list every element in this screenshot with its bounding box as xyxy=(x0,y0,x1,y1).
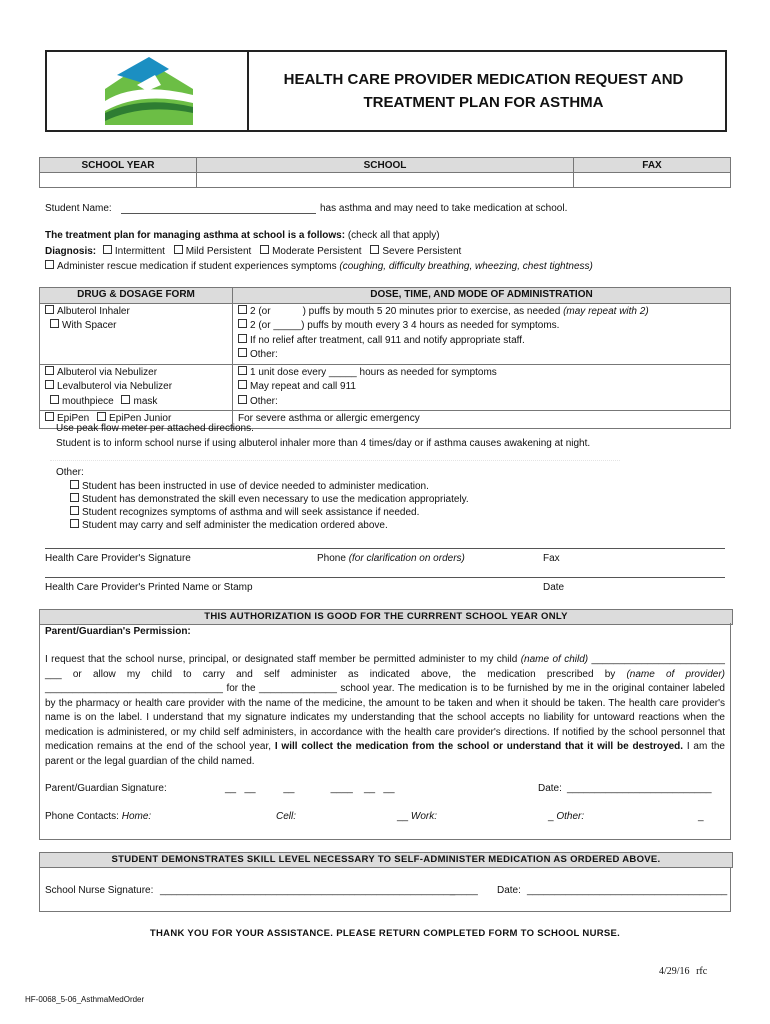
form-title xyxy=(252,68,715,114)
permission-p1: I request that the school nurse, principal, or designated staff member be permitted administer to my child xyxy=(45,654,518,665)
provider-signature-line[interactable] xyxy=(45,548,725,549)
parent-signature-label: Parent/Guardian Signature: xyxy=(45,783,167,794)
dose-symptoms-a: 2 (or _____) xyxy=(250,320,305,331)
form-id: HF-0068_5-06_AsthmaMedOrder xyxy=(25,995,145,1004)
checkbox-albuterol-nebulizer[interactable] xyxy=(45,366,54,375)
phone-home-label: Home: xyxy=(121,811,152,822)
checkbox-unit-dose[interactable] xyxy=(238,366,247,375)
nurse-date-label: Date: xyxy=(497,885,521,896)
student-name-label: Student Name: xyxy=(45,203,112,214)
checkbox-mild-persistent[interactable] xyxy=(174,245,183,254)
peak-flow-note: Use peak flow meter per attached directions. xyxy=(56,423,254,434)
provider-phone-label: Phone xyxy=(317,553,346,564)
drug-mask: mask xyxy=(133,395,158,407)
phone-work-row xyxy=(397,811,437,822)
student-name-suffix: has asthma and may need to take medication at school. xyxy=(320,203,568,214)
checkbox-self-carry[interactable] xyxy=(70,519,79,528)
dose-exercise-note: (may repeat with 2) xyxy=(563,305,649,317)
student-checks xyxy=(70,480,469,532)
phone-other-label: Other: xyxy=(556,811,585,822)
permission-p3: ________________________________ for the ______________ school year. The medication is to be furnished by me in the original container labeled by the pharmacy or health care provider with the name of the medicine, the amount to be taken and when it should be taken. The health care provider's name is on the label. I understand that my signature indicates my understanding that the school accepts no liability for untoward reactions when the medication is administered, or my child self administers, in accordance with the health care provider's directions. If notified by the school personnel that medication remains at the end of the school year, xyxy=(45,683,725,752)
student-name-field[interactable] xyxy=(121,213,316,214)
checkbox-mouthpiece[interactable] xyxy=(50,395,59,404)
provider-phone-note: (for clarification on orders) xyxy=(348,553,465,564)
school-year-header: SCHOOL YEAR xyxy=(40,158,197,173)
nurse-signature-label: School Nurse Signature: xyxy=(45,885,154,896)
checkbox-with-spacer[interactable] xyxy=(50,319,59,328)
plan-intro: The treatment plan for managing asthma at school is a follows: xyxy=(45,230,346,241)
dose-repeat: May repeat and call 911 xyxy=(250,381,356,392)
plan-intro-note: (check all that apply) xyxy=(347,230,440,241)
drug-levalbuterol-nebulizer: Levalbuterol via Nebulizer xyxy=(57,381,173,392)
organization-logo-icon xyxy=(97,55,207,127)
checkbox-epipen-junior[interactable] xyxy=(97,412,106,421)
diagnosis-moderate: Moderate Persistent xyxy=(272,246,362,257)
checkbox-demonstrated[interactable] xyxy=(70,493,79,502)
permission-p3-bold: I will collect the medication from the school or understand that it will be destroyed. xyxy=(274,741,684,752)
dose-other: Other: xyxy=(250,349,278,360)
diagnosis-intermittent: Intermittent xyxy=(114,246,165,257)
provider-name-line[interactable] xyxy=(45,577,725,578)
thank-you-note: THANK YOU FOR YOUR ASSISTANCE. PLEASE RETURN COMPLETED FORM TO SCHOOL NURSE. xyxy=(149,928,621,939)
other-label: Other: xyxy=(56,467,84,478)
diagnosis-label: Diagnosis: xyxy=(45,246,97,257)
dose-cell-epipen xyxy=(233,411,731,429)
drug-dosage-table xyxy=(39,287,731,429)
phone-contacts-row xyxy=(45,811,151,822)
checkbox-dose-exercise[interactable] xyxy=(238,305,247,314)
checkbox-dose-other[interactable] xyxy=(238,348,247,357)
school-year-field[interactable] xyxy=(40,173,197,188)
school-info-table xyxy=(39,157,731,188)
diagnosis-severe: Severe Persistent xyxy=(382,246,462,257)
checkbox-epipen[interactable] xyxy=(45,412,54,421)
checkbox-severe-persistent[interactable] xyxy=(370,245,379,254)
dose-exercise-a: 2 (or xyxy=(250,305,271,317)
footer-date: 4/29/16 xyxy=(659,966,690,977)
permission-p2-italic: (name of xyxy=(626,668,675,680)
phone-other-field[interactable]: _ xyxy=(698,811,704,822)
checkbox-recognizes[interactable] xyxy=(70,506,79,515)
provider-date-label: Date xyxy=(543,582,565,593)
fax-header: FAX xyxy=(574,158,731,173)
rescue-note: (coughing, difficulty breathing, wheezing, chest tightness) xyxy=(339,261,593,272)
school-field[interactable] xyxy=(197,173,574,188)
drug-albuterol-nebulizer: Albuterol via Nebulizer xyxy=(57,366,158,378)
checkbox-instructed[interactable] xyxy=(70,480,79,489)
phone-work-label: Work: xyxy=(410,811,438,822)
parent-signature-field[interactable]: __ __ __ ____ __ __ xyxy=(225,783,395,794)
checkbox-moderate-persistent[interactable] xyxy=(260,245,269,254)
provider-signature-label: Health Care Provider's Signature xyxy=(45,553,191,564)
school-header: SCHOOL xyxy=(197,158,574,173)
check-self-carry: Student may carry and self administer the medication ordered above. xyxy=(82,520,388,531)
dose-cell-nebulizer xyxy=(233,364,731,411)
dose-cell-inhaler xyxy=(233,303,731,364)
student-name-row xyxy=(45,203,112,214)
dose-unit: 1 unit dose every _____ hours as needed for symptoms xyxy=(250,366,497,378)
drug-mouthpiece: mouthpiece xyxy=(62,395,114,407)
provider-phone-row xyxy=(317,553,465,564)
phone-cell-label: Cell: xyxy=(276,811,297,822)
check-demonstrated: Student has demonstrated the skill even necessary to use the medication appropriately. xyxy=(82,494,469,505)
footer-date-row xyxy=(659,966,707,977)
permission-heading: Parent/Guardian's Permission: xyxy=(45,626,191,637)
dose-no-relief: If no relief after treatment, call 911 and notify appropriate staff. xyxy=(250,334,525,346)
checkbox-intermittent[interactable] xyxy=(103,245,112,254)
logo-area xyxy=(47,52,249,130)
rescue-row xyxy=(45,260,593,272)
diagnosis-mild: Mild Persistent xyxy=(185,246,252,257)
nurse-date-field[interactable]: ____________________________________ xyxy=(527,885,728,896)
checkbox-albuterol-inhaler[interactable] xyxy=(45,305,54,314)
drug-albuterol-inhaler: Albuterol Inhaler xyxy=(57,305,130,317)
dose-exercise-b: ) puffs by mouth 5 20 minutes prior to exercise, as needed xyxy=(302,305,561,317)
checkbox-repeat-911[interactable] xyxy=(238,380,247,389)
permission-p4: I am the parent or the legal guardian of the child named. xyxy=(45,741,725,767)
permission-p1-italic: (name of child) xyxy=(520,654,589,665)
checkbox-rescue[interactable] xyxy=(45,260,54,269)
diagnosis-row xyxy=(45,245,461,257)
checkbox-no-relief[interactable] xyxy=(238,334,247,343)
fax-field[interactable] xyxy=(574,173,731,188)
dose-symptoms-b: puffs by mouth every 3 4 hours as needed for symptoms. xyxy=(307,320,560,331)
drug-cell-nebulizer xyxy=(40,364,233,411)
title-line-2: TREATMENT PLAN FOR ASTHMA xyxy=(363,94,604,111)
drug-cell-inhaler xyxy=(40,303,233,364)
authorization-bar: THIS AUTHORIZATION IS GOOD FOR THE CURRRENT SCHOOL YEAR ONLY xyxy=(39,609,733,625)
checkbox-dose-symptoms[interactable] xyxy=(238,319,247,328)
checkbox-levalbuterol-nebulizer[interactable] xyxy=(45,380,54,389)
phone-other-row xyxy=(548,811,584,822)
form-header xyxy=(45,50,727,132)
permission-paragraph xyxy=(45,653,725,769)
plan-intro-row xyxy=(45,230,440,241)
nurse-signature-field[interactable]: _____________________________________________________ xyxy=(160,885,455,896)
dose-nebulizer-other: Other: xyxy=(250,395,278,407)
provider-printed-name-label: Health Care Provider's Printed Name or Stamp xyxy=(45,582,253,593)
check-recognizes: Student recognizes symptoms of asthma and will seek assistance if needed. xyxy=(82,507,420,518)
dose-epipen: For severe asthma or allergic emergency xyxy=(238,413,420,424)
phone-cell-field[interactable]: __ xyxy=(397,811,409,822)
dose-column-header: DOSE, TIME, AND MODE OF ADMINISTRATION xyxy=(233,288,731,304)
footer-initials: rfc xyxy=(696,966,708,977)
permission-p2: ________________________ ___ or allow my child to carry and self administer as indicated above, the medication prescribed by xyxy=(45,654,725,680)
parent-date-label: Date: xyxy=(538,783,562,794)
title-line-1: HEALTH CARE PROVIDER MEDICATION REQUEST AND xyxy=(283,71,684,88)
rescue-text: Administer rescue medication if student experiences symptoms xyxy=(57,261,337,272)
inform-nurse-note: Student is to inform school nurse if using albuterol inhaler more than 4 times/day or if asthma causes awakening at night. xyxy=(56,438,591,449)
phone-work-field[interactable]: _ xyxy=(548,811,554,822)
phone-contacts-label: Phone Contacts: xyxy=(45,811,119,822)
check-instructed: Student has been instructed in use of device needed to administer medication. xyxy=(82,481,429,492)
permission-p3-italic: provider) xyxy=(685,668,725,680)
drug-column-header: DRUG & DOSAGE FORM xyxy=(40,288,233,304)
nurse-signature-field-2[interactable]: _____ xyxy=(450,885,478,896)
drug-epipen: EpiPen xyxy=(57,413,90,424)
checkbox-nebulizer-other[interactable] xyxy=(238,395,247,404)
nurse-bar: STUDENT DEMONSTRATES SKILL LEVEL NECESSARY TO SELF-ADMINISTER MEDICATION AS ORDERED ABOVE. xyxy=(39,852,733,868)
faded-text-line xyxy=(50,452,620,461)
parent-date-field[interactable]: __________________________ xyxy=(567,783,712,794)
drug-with-spacer: With Spacer xyxy=(62,320,117,331)
provider-fax-label: Fax xyxy=(543,553,560,564)
drug-epipen-junior: EpiPen Junior xyxy=(109,413,172,424)
checkbox-mask[interactable] xyxy=(121,395,130,404)
